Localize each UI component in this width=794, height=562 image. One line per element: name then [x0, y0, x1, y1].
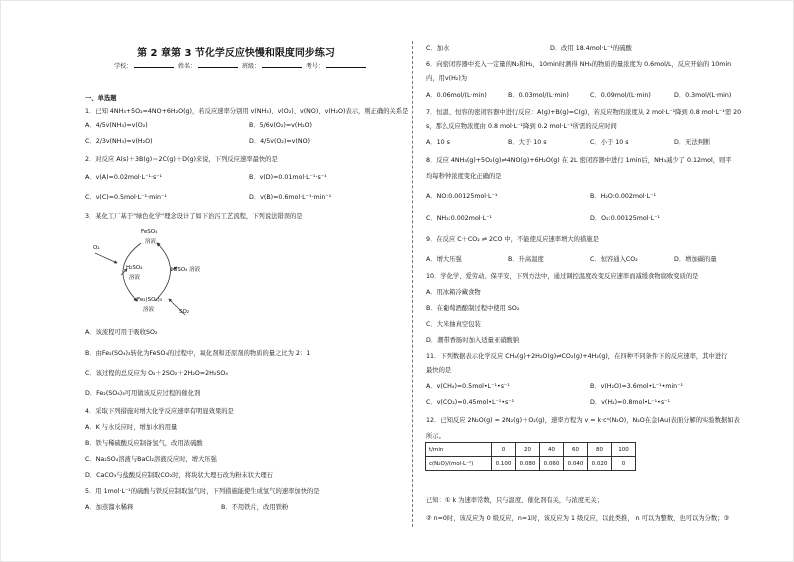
so2-label: SO₂ — [179, 309, 190, 315]
section-heading: 一、单选题 — [85, 95, 117, 102]
left-column — [1, 1, 412, 562]
table-cell: 40 — [540, 443, 564, 457]
q11-option-a: A．v(CH₄)=0.5mol•L⁻¹•s⁻¹ — [426, 383, 510, 390]
table-cell: 0.040 — [564, 457, 588, 471]
q5-option-a: A．加蒸馏水稀释 — [85, 504, 134, 511]
table-row — [426, 457, 636, 471]
table-cell: 0.060 — [540, 457, 564, 471]
data-table — [425, 442, 636, 471]
q8-option-b: B．H₂O:0.002mol·L⁻¹ — [590, 193, 656, 200]
q4-option-a: A．K 与水反应时，增加水的用量 — [85, 424, 178, 431]
q1-option-a: A．4/5v(NH₃)=v(O₂) — [85, 122, 148, 129]
q11-option-d: D．v(H₂)=0.8mol•L⁻¹•s⁻¹ — [590, 399, 670, 406]
table-cell: 0.080 — [516, 457, 540, 471]
name-label: 姓名： — [178, 63, 197, 70]
q9-option-b: B．升高温度 — [508, 256, 544, 263]
school-label: 学校： — [114, 63, 133, 70]
q6-option-a: A．0.06mol/(L·min) — [426, 92, 487, 99]
q7-option-c: C．小于 10 s — [590, 139, 629, 146]
page-title: 第 2 章第 3 节化学反应快慢和限度同步练习 — [137, 48, 335, 59]
h2so4-left-label: H₂SO₄ — [126, 265, 143, 271]
cycle-arrow-right — [155, 243, 171, 301]
h2so4-left-solution-label: 溶液 — [129, 275, 141, 281]
question-11: 11．下列数据表示化学反应 CH₄(g)+2H₂O(g)⇌CO₂(g)+4H₂(g)，在四种不同条件下的反应速率，其中进行 — [426, 353, 728, 360]
table-cell: 0 — [612, 457, 636, 471]
question-5: 5．用 1mol·L⁻¹的硫酸与铁反应制取氢气时，下列措施能使生成氢气的速率加快的是 — [85, 488, 320, 495]
q2-option-c: C．v(C)=0.5mol·L⁻¹·min⁻¹ — [85, 194, 167, 201]
q9-option-d: D．增加碳的量 — [674, 256, 717, 263]
table-cell: 20 — [516, 443, 540, 457]
q8-option-c: C．NH₃:0.002mol·L⁻¹ — [426, 215, 492, 222]
question-9: 9．在反应 C＋CO₂ ⇌ 2CO 中，不能使反应速率增大的措施是 — [426, 236, 599, 243]
q6-option-d: D．0.3mol/(L·min) — [674, 92, 732, 99]
q10-option-d: D．潮带香肠时加入适量亚硝酸钠 — [426, 337, 520, 344]
question-11-cont: 最快的是 — [426, 367, 452, 374]
q3-option-b: B．由Fe₂(SO₄)₃转化为FeSO₄的过程中，氧化剂和还原剂的物质的量之比为 2：1 — [85, 350, 311, 357]
table-cell: 0 — [492, 443, 516, 457]
q8-option-a: A．NO:0.00125mol·L⁻¹ — [426, 193, 498, 200]
question-12-cont: 所示。 — [426, 433, 445, 440]
question-7-cont: s，那么反应物浓度由 0.8 mol·L⁻¹降到 0.2 mol·L⁻¹所需的反应时间 — [426, 123, 617, 130]
question-4: 4．采取下列措施对增大化学反应速率有明显效果的是 — [85, 408, 234, 415]
q7-option-d: D．无法判断 — [674, 139, 711, 146]
feso4-label: FeSO₄ — [141, 229, 158, 235]
q11-option-c: C．v(CO₂)=0.45mol•L⁻¹•s⁻¹ — [426, 399, 515, 406]
fe2so43-label: Fe₂(SO₄)₃ — [137, 297, 162, 303]
q1-option-c: C．2/3v(NH₃)=v(H₂O) — [85, 138, 153, 145]
question-6: 6．向密闭容器中充入一定量的N₂和H₂，10min时测得 NH₃的物质的量浓度为 0.6mol/L，反应开始的 10min — [426, 61, 732, 68]
q7-option-b: B．大于 10 s — [508, 139, 547, 146]
question-6-cont: 内，用v(H₂)为 — [426, 75, 468, 82]
process-scheme-diagram — [93, 223, 203, 319]
q3-option-d: D．Fe₂(SO₄)₃可用做该反应过程的催化剂 — [85, 390, 201, 397]
o2-label: O₂ — [93, 245, 100, 251]
class-label: 班级： — [241, 63, 260, 70]
question-8: 8．反应 4NH₃(g)+5O₂(g)⇌4NO(g)+6H₂O(g) 在 2L 密闭容器中进行 1min后，NH₃减少了 0.12mol，则平 — [426, 157, 732, 164]
question-8-cont: 均每秒钟浓度变化正确的是 — [426, 173, 502, 180]
question-12: 12．已知反应 2N₂O(g) = 2N₂(g)＋O₂(g)，速率方程为 v = k·cⁿ(N₂O)，N₂O在金(Au)表面分解的实验数据如表 — [426, 417, 740, 424]
q4-option-c: C．Na₂SO₄溶液与BaCl₂溶液反应时，增大压强 — [85, 456, 217, 463]
q4-option-d: D．CaCO₃与盐酸反应制取CO₂时，将块状大理石改为粉末状大理石 — [85, 472, 273, 479]
q2-option-a: A．v(A)=0.02mol·L⁻¹·s⁻¹ — [85, 174, 163, 181]
q3-option-a: A．该流程可用于吸收SO₂ — [85, 329, 158, 336]
right-column — [412, 1, 794, 562]
cycle-arrow-left — [123, 243, 141, 301]
known-conditions-1: 已知：① k 为速率常数，只与温度、催化剂有关，与浓度无关； — [426, 497, 604, 504]
q7-option-a: A．10 s — [426, 139, 450, 146]
table-cell: 60 — [564, 443, 588, 457]
q9-option-c: C．恒容通入CO₂ — [590, 256, 638, 263]
q1-option-d: D．4/5v(O₂)=v(NO) — [249, 138, 310, 145]
exam-no-label: 考号： — [305, 63, 324, 70]
table-row-label: c(N₂O)/(mol·L⁻¹) — [426, 457, 492, 471]
q8-option-d: D．O₂:0.00125mol·L⁻¹ — [590, 215, 660, 222]
question-2: 2．对反应 A(s)＋3B(g)＝2C(g)＋D(g)来说，下列反应速率最快的是 — [85, 156, 278, 163]
h2so4-right-label: H₂SO₄ 溶液 — [171, 267, 201, 273]
q10-option-b: B．在葡萄酒酿制过程中使用 SO₂ — [426, 305, 520, 312]
q1-option-b: B．5/6v(O₂)=v(H₂O) — [249, 122, 313, 129]
q4-option-b: B．铁与稀硫酸反应制备氢气，改用浓硫酸 — [85, 440, 203, 447]
question-7: 7．恒温、恒容的密闭容器中进行反应：A(g)+B(g)=C(g)，若反应物的浓度从 2 mol·L⁻¹降到 0.8 mol·L⁻¹需 20 — [426, 109, 742, 116]
question-3: 3．某化工厂基于"绿色化学"理念设计了如下治污工艺流程，下列说法错误的是 — [85, 213, 303, 220]
q5-option-b: B．不用铁片，改用铁粉 — [221, 504, 289, 511]
table-cell: 0.020 — [588, 457, 612, 471]
q9-option-a: A．增大压强 — [426, 256, 462, 263]
q2-option-b: B．v(D)=0.01mol·L⁻¹·s⁻¹ — [249, 174, 327, 181]
table-cell: 100 — [612, 443, 636, 457]
q3-option-c: C．该过程的总反应为 O₂＋2SO₂＋2H₂O=2H₂SO₄ — [85, 370, 228, 377]
question-10: 10．学化学、爱劳动、保平安，下列方法中，通过调控温度改变反应速率而减缓食物腐败变质的是 — [426, 273, 699, 280]
table-cell: 80 — [588, 443, 612, 457]
question-1: 1．已知 4NH₃+5O₂=4NO+6H₂O(g)，若反应速率分别用 v(NH₃)、v(O₂)、v(NO)、v(H₂O)表示，则正确的关系是 — [85, 108, 409, 115]
o2-input-arrow — [95, 253, 117, 263]
table-row — [426, 443, 636, 457]
q6-option-c: C．0.09mol/(L·min) — [590, 92, 651, 99]
q5-option-c: C．加水 — [426, 45, 450, 52]
q11-option-b: B．v(H₂O)=3.6mol•L⁻¹•min⁻¹ — [590, 383, 684, 390]
q2-option-d: D．v(B)=0.6mol·L⁻¹·min⁻¹ — [249, 194, 332, 201]
fe2so43-solution-label: 溶液 — [143, 307, 155, 313]
q6-option-b: B．0.03mol/(L·min) — [508, 92, 569, 99]
q10-option-a: A．用冰箱冷藏食物 — [426, 289, 481, 296]
feso4-solution-label: 溶液 — [145, 239, 157, 245]
q5-option-d: D．改用 18.4mol·L⁻¹的硫酸 — [550, 45, 632, 52]
table-cell: t/min — [426, 443, 492, 457]
table-cell: 0.100 — [492, 457, 516, 471]
q10-option-c: C．大米抽真空包装 — [426, 321, 481, 328]
known-conditions-2: ② n=0时，该反应为 0 级反应，n=1时，该反应为 1 级反应，以此类推， n 可以为整数，也可以为分数；③ — [426, 515, 730, 522]
